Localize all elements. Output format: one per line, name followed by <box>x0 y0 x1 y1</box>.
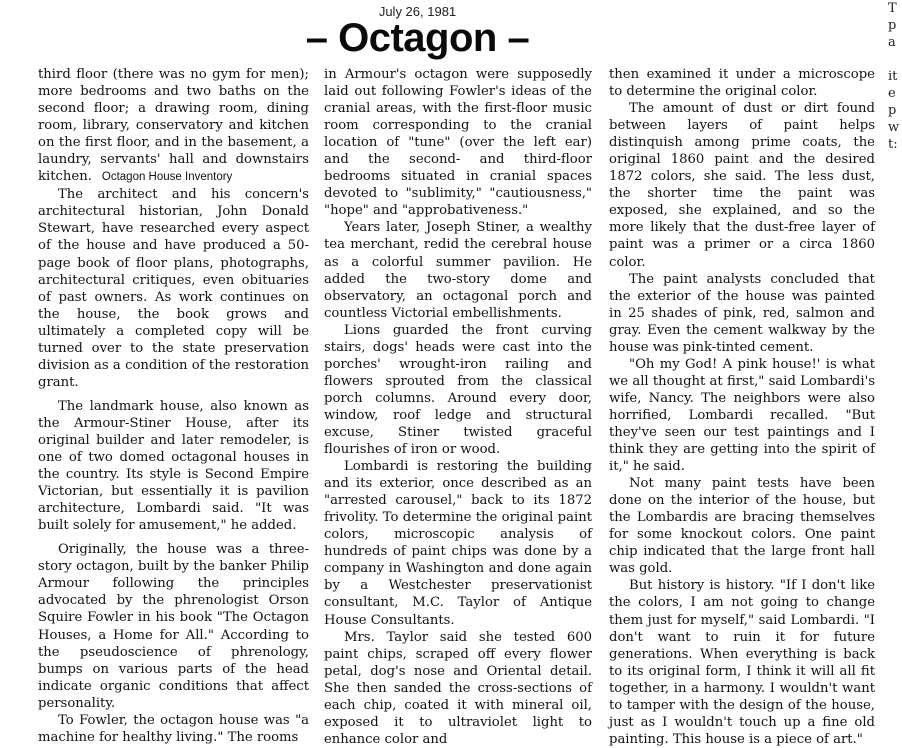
fragment-text: w <box>888 120 900 135</box>
fragment-text: t: <box>888 137 898 152</box>
fragment-text: e <box>888 86 896 101</box>
adjacent-column-fragment <box>888 0 902 153</box>
paragraph: then examined it under a microscope to determine the original color. <box>609 67 875 100</box>
fragment-text: a <box>888 35 896 50</box>
paragraph: Years later, Joseph Stiner, a wealthy tea merchant, redid the cerebral house as a colorful summer pavilion. He added the two-story dome and observatory, an octagonal porch and countless Victorial embellishments. <box>324 220 592 321</box>
paragraph-text: third floor (there was no gym for men); more bedrooms and two baths on the second floor; a drawing room, dining room, library, conservatory and kitchen on the first floor, and in the basement, a laundry, servants' hall and downstairs kitchen. <box>38 67 309 185</box>
paragraph: To Fowler, the octagon house was "a machine for healthy living." The rooms <box>38 712 309 745</box>
paragraph: The paint analysts concluded that the exterior of the house was painted in 25 shades of pink, red, salmon and gray. Even the cement walkway by the house was pink-tinted cement. <box>609 271 875 355</box>
fragment-text: p <box>888 18 897 33</box>
paragraph: But history is history. "If I don't like the colors, I am not going to change them just for myself," said Lombardi. "I don't want to ruin it for future generations. When everything is back to its original form, I think it will all fit together, in a harmony. I wouldn't want to tamper with the design of the house, just as I wouldn't touch up a fine old painting. This house is a piece of art." <box>609 578 875 747</box>
paragraph: The amount of dust or dirt found between layers of paint helps distinquish among prime coats, the original 1860 paint and the desired 1872 colors, she said. The less dust, the shorter time the paint was exposed, she explained, and so the more likely that the dust-free layer of paint was a primer or a circa 1860 color. <box>609 101 875 270</box>
paragraph: "Oh my God! A pink house!' is what we all thought at first," said Lombardi's wife, Nancy. The neighbors were also horrified, Lombardi recalled. "But they've seen our test paintings and I think they are getting into the spirit of it," he said. <box>609 356 875 475</box>
paragraph: Not many paint tests have been done on the interior of the house, but the Lombardis are bracing themselves for some knockout colors. One paint chip indicated that the large front hall was gold. <box>609 476 875 577</box>
article-headline: – Octagon – <box>305 16 530 60</box>
text-column-3 <box>609 66 875 748</box>
paragraph: Lombardi is restoring the building and its exterior, once described as an "arrested carousel," back to its 1872 frivolity. To determine the original paint colors, microscopic analysis of hundreds of paint chips was done by a company in Washington and done again by a Westchester preservationist consultant, M.C. Taylor of Antique House Consultants. <box>324 459 592 628</box>
paragraph: Mrs. Taylor said she tested 600 paint chips, scraped off every flower petal, dog's nose and Oriental detail. She then sanded the cross-sections of each chip, coated it with mineral oil, exposed it to ultraviolet light to enhance color and <box>324 629 592 747</box>
paragraph <box>38 66 309 186</box>
publication-date: July 26, 1981 <box>378 4 457 19</box>
fragment-text: T <box>888 1 897 16</box>
paragraph: Lions guarded the front curving stairs, dogs' heads were cast into the porches' wrought-iron railing and flowers sprouted from the classical porch columns. Around every door, window, roof ledge and structural excuse, Stiner twisted graceful flourishes of iron or wood. <box>324 322 592 458</box>
fragment-text: it <box>888 69 898 84</box>
text-column-2 <box>324 66 592 748</box>
paragraph: in Armour's octagon were supposedly laid out following Fowler's ideas of the cranial areas, with the first-floor music room corresponding to the cranial location of "tune" (over the left ear) and the second- and third-floor bedrooms situated in cranial spaces devoted to "sublimity," "cautiousness," "hope" and "approbativeness." <box>324 67 592 219</box>
photo-caption: Octagon House Inventory <box>101 171 233 184</box>
fragment-text <box>888 51 902 68</box>
paragraph: The landmark house, also known as the Armour-Stiner House, after its original builder and later remodeler, is one of two domed octagonal houses in the country. Its style is Second Empire Victorian, but essentially it is pavilion architecture, Lombardi said. "It was built solely for amusement," he added. <box>38 398 309 534</box>
paragraph: The architect and his concern's architectural historian, John Donald Stewart, have researched every aspect of the house and have produced a 50-page book of floor plans, photographs, architectural critiques, even obituaries of past owners. As work continues on the house, the book grows and ultimately a completed copy will be turned over to the state preservation division as a condition of the restoration grant. <box>38 187 309 390</box>
fragment-text: p <box>888 103 897 118</box>
text-column-1 <box>38 66 309 746</box>
paragraph: Originally, the house was a three-story octagon, built by the banker Philip Armour following the principles advocated by the phrenologist Orson Squire Fowler in his book "The Octagon Houses, a Home for All." According to the pseudoscience of phrenology, bumps on various parts of the head indicate organic conditions that affect personality. <box>38 542 309 711</box>
